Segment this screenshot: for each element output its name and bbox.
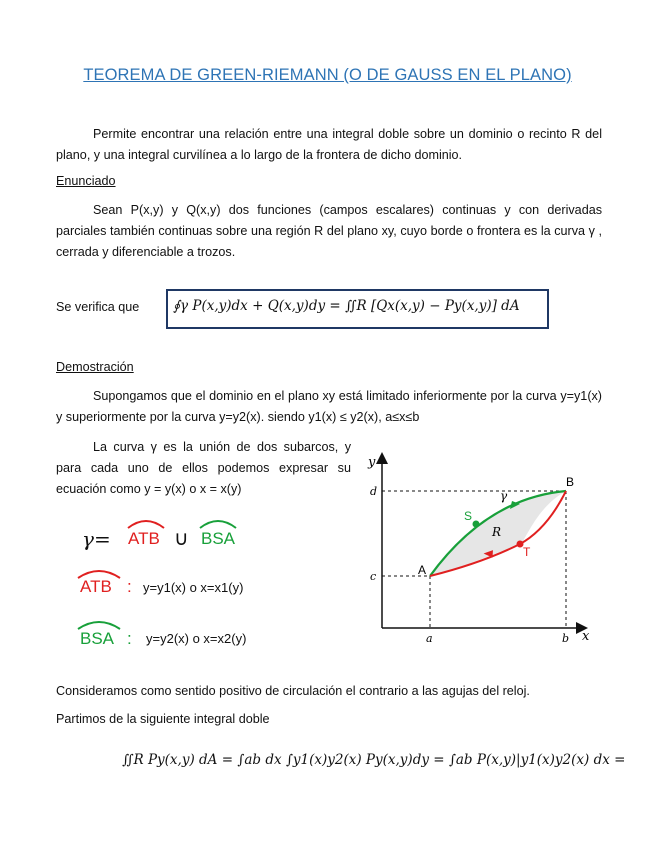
point-s-dot (473, 521, 480, 528)
curve-label: γ (500, 489, 508, 503)
union-symbol: ∪ (174, 528, 189, 550)
tick-c: c (370, 570, 377, 583)
demostracion-paragraph: Supongamos que el dominio en el plano xy está limitado inferiormente por la curva y=y1(x) y superiormente por la curva y=y2(x). siendo y1(x) ≤ y2(x), a≤x≤b (56, 389, 602, 424)
bsa-colon: : (127, 629, 132, 648)
region-label: R (492, 525, 502, 539)
tick-a: a (426, 632, 433, 645)
arc1-mark (128, 521, 164, 528)
point-s-label: S (464, 509, 473, 523)
arc-bsa: BSA (201, 529, 236, 548)
enunciado-paragraph: Sean P(x,y) y Q(x,y) dos funciones (campos escalares) continuas y con derivadas parciales también continuas sobre una región R del plano xy, cuyo borde o frontera es la curva γ , cerrada y diferenciable a trozos. (56, 203, 602, 259)
gamma-equation: γ= (82, 527, 111, 551)
region-figure (360, 448, 600, 648)
arc2-mark (200, 521, 236, 528)
y-axis-label: y (368, 455, 376, 470)
atb-definition: y=y1(x) o x=x1(y) (143, 580, 244, 595)
bsa-definition: y=y2(x) o x=x2(y) (146, 631, 247, 646)
point-b-label: B (566, 475, 575, 489)
arc-atb: ATB (128, 529, 160, 548)
double-integral-formula: ∬R Py(x,y) dA = ∫ab dx ∫y1(x)y2(x) Py(x,y)dy = ∫ab P(x,y)|y1(x)y2(x) dx = (122, 752, 626, 768)
verifica-label: Se verifica que (56, 300, 140, 314)
x-axis-label: x (582, 629, 590, 644)
curve-union-paragraph: La curva γ es la unión de dos subarcos, y para cada uno de ellos podemos expresar su ecuación como y = y(x) o x = x(y) (56, 440, 351, 496)
point-a-label: A (418, 563, 427, 577)
bsa-label: BSA (80, 629, 115, 648)
sentido-text: Consideramos como sentido positivo de circulación el contrario a las agujas del reloj. (56, 684, 530, 698)
tick-b: b (562, 632, 570, 645)
atb-label: ATB (80, 577, 112, 596)
tick-d: d (370, 485, 378, 498)
enunciado-heading: Enunciado (56, 174, 116, 188)
atb-colon: : (127, 577, 132, 596)
partimos-text: Partimos de la siguiente integral doble (56, 712, 270, 726)
demostracion-heading: Demostración (56, 360, 134, 374)
intro-paragraph: Permite encontrar una relación entre una integral doble sobre un dominio o recinto R del plano, y una integral curvilínea a lo largo de la frontera de dicho dominio. (56, 127, 602, 162)
theorem-formula: ∮γ P(x,y)dx + Q(x,y)dy = ∬R [Qx(x,y) − Py(x,y)] dA (173, 298, 520, 314)
page-title: TEOREMA DE GREEN-RIEMANN (O DE GAUSS EN EL PLANO) (83, 66, 572, 84)
point-t-label: T (523, 545, 531, 559)
